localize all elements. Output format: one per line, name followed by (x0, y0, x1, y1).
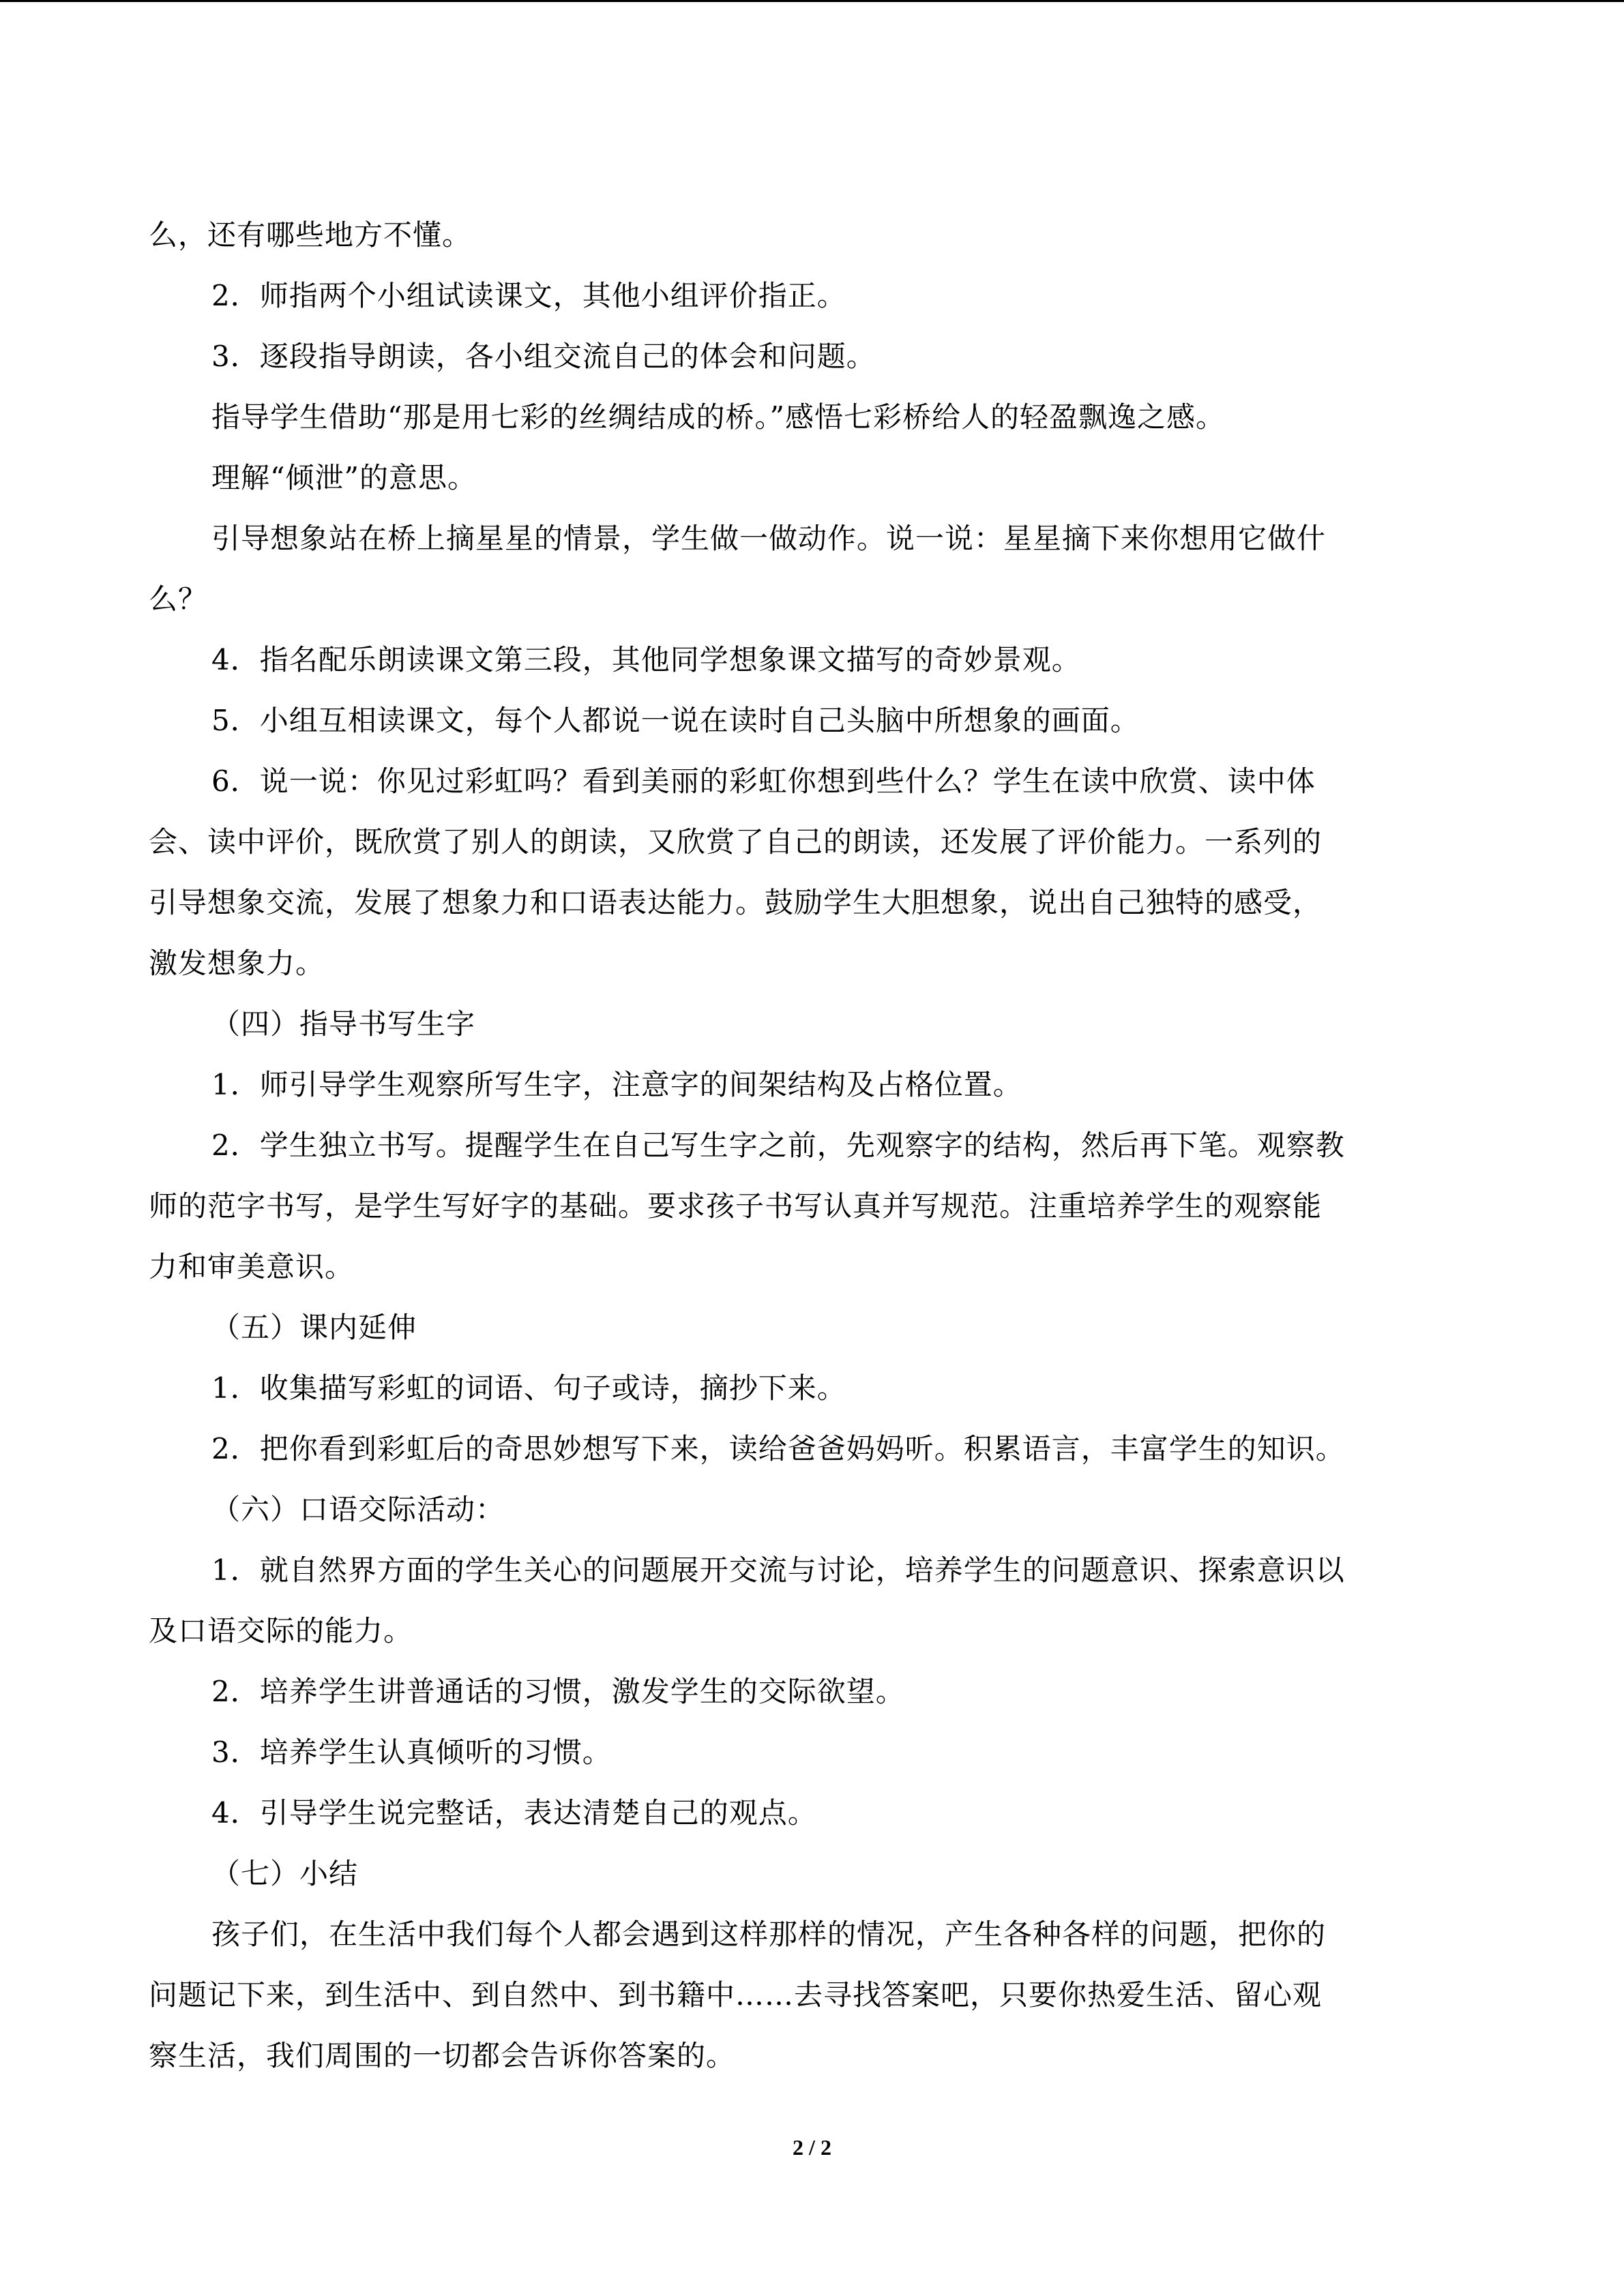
section-heading: （五）课内延伸 (211, 1311, 417, 1344)
text-line: 2．师指两个小组试读课文，其他小组评价指正。 (211, 279, 846, 312)
top-border-rule (0, 0, 1624, 2)
text-line: 4．引导学生说完整话，表达清楚自己的观点。 (211, 1796, 817, 1830)
text-line: 引导想象站在桥上摘星星的情景，学生做一做动作。说一说：星星摘下来你想用它做什 (211, 522, 1327, 555)
text-line: 指导学生借助“那是用七彩的丝绸结成的桥。”感悟七彩桥给人的轻盈飘逸之感。 (211, 400, 1225, 434)
text-line: 问题记下来，到生活中、到自然中、到书籍中……去寻找答案吧，只要你热爱生活、留心观 (149, 1978, 1323, 2012)
text-line: 6．说一说：你见过彩虹吗？看到美丽的彩虹你想到些什么？学生在读中欣赏、读中体 (211, 764, 1316, 798)
text-line: 2．学生独立书写。提醒学生在自己写生字之前，先观察字的结构，然后再下笔。观察教 (211, 1129, 1345, 1162)
text-line: 2．培养学生讲普通话的习惯，激发学生的交际欲望。 (211, 1675, 905, 1708)
section-heading: （六）口语交际活动： (211, 1493, 505, 1526)
text-line: 力和审美意识。 (149, 1250, 355, 1283)
text-line: 及口语交际的能力。 (149, 1614, 413, 1648)
text-line: 师的范字书写，是学生写好字的基础。要求孩子书写认真并写规范。注重培养学生的观察能 (149, 1189, 1323, 1223)
text-line: 4．指名配乐朗读课文第三段，其他同学想象课文描写的奇妙景观。 (211, 643, 1081, 676)
page-number: 2 / 2 (793, 2135, 831, 2160)
text-line: 激发想象力。 (149, 946, 325, 980)
text-line: 孩子们，在生活中我们每个人都会遇到这样那样的情况，产生各种各样的问题，把你的 (211, 1918, 1327, 1951)
text-line: 3．逐段指导朗读，各小组交流自己的体会和问题。 (211, 340, 876, 373)
text-line: 引导想象交流，发展了想象力和口语表达能力。鼓励学生大胆想象，说出自己独特的感受， (149, 886, 1323, 919)
section-heading: （四）指导书写生字 (211, 1007, 476, 1041)
document-body (149, 205, 1479, 2086)
text-line: 2．把你看到彩虹后的奇思妙想写下来，读给爸爸妈妈听。积累语言，丰富学生的知识。 (211, 1432, 1345, 1465)
text-line: 1．收集描写彩虹的词语、句子或诗，摘抄下来。 (211, 1371, 846, 1405)
text-line: 理解“倾泄”的意思。 (211, 461, 477, 494)
text-line: 1．就自然界方面的学生关心的问题展开交流与讨论，培养学生的问题意识、探索意识以 (211, 1553, 1345, 1587)
text-line: 么，还有哪些地方不懂。 (149, 218, 472, 252)
text-line: 1．师引导学生观察所写生字，注意字的间架结构及占格位置。 (211, 1068, 1022, 1101)
section-heading: （七）小结 (211, 1857, 359, 1890)
text-line: 3．培养学生认真倾听的习惯。 (211, 1735, 612, 1769)
text-line: 察生活，我们周围的一切都会告诉你答案的。 (149, 2039, 736, 2072)
text-line: 么？ (149, 582, 208, 616)
text-line: 会、读中评价，既欣赏了别人的朗读，又欣赏了自己的朗读，还发展了评价能力。一系列的 (149, 825, 1323, 859)
text-line: 5．小组互相读课文，每个人都说一说在读时自己头脑中所想象的画面。 (211, 704, 1140, 737)
